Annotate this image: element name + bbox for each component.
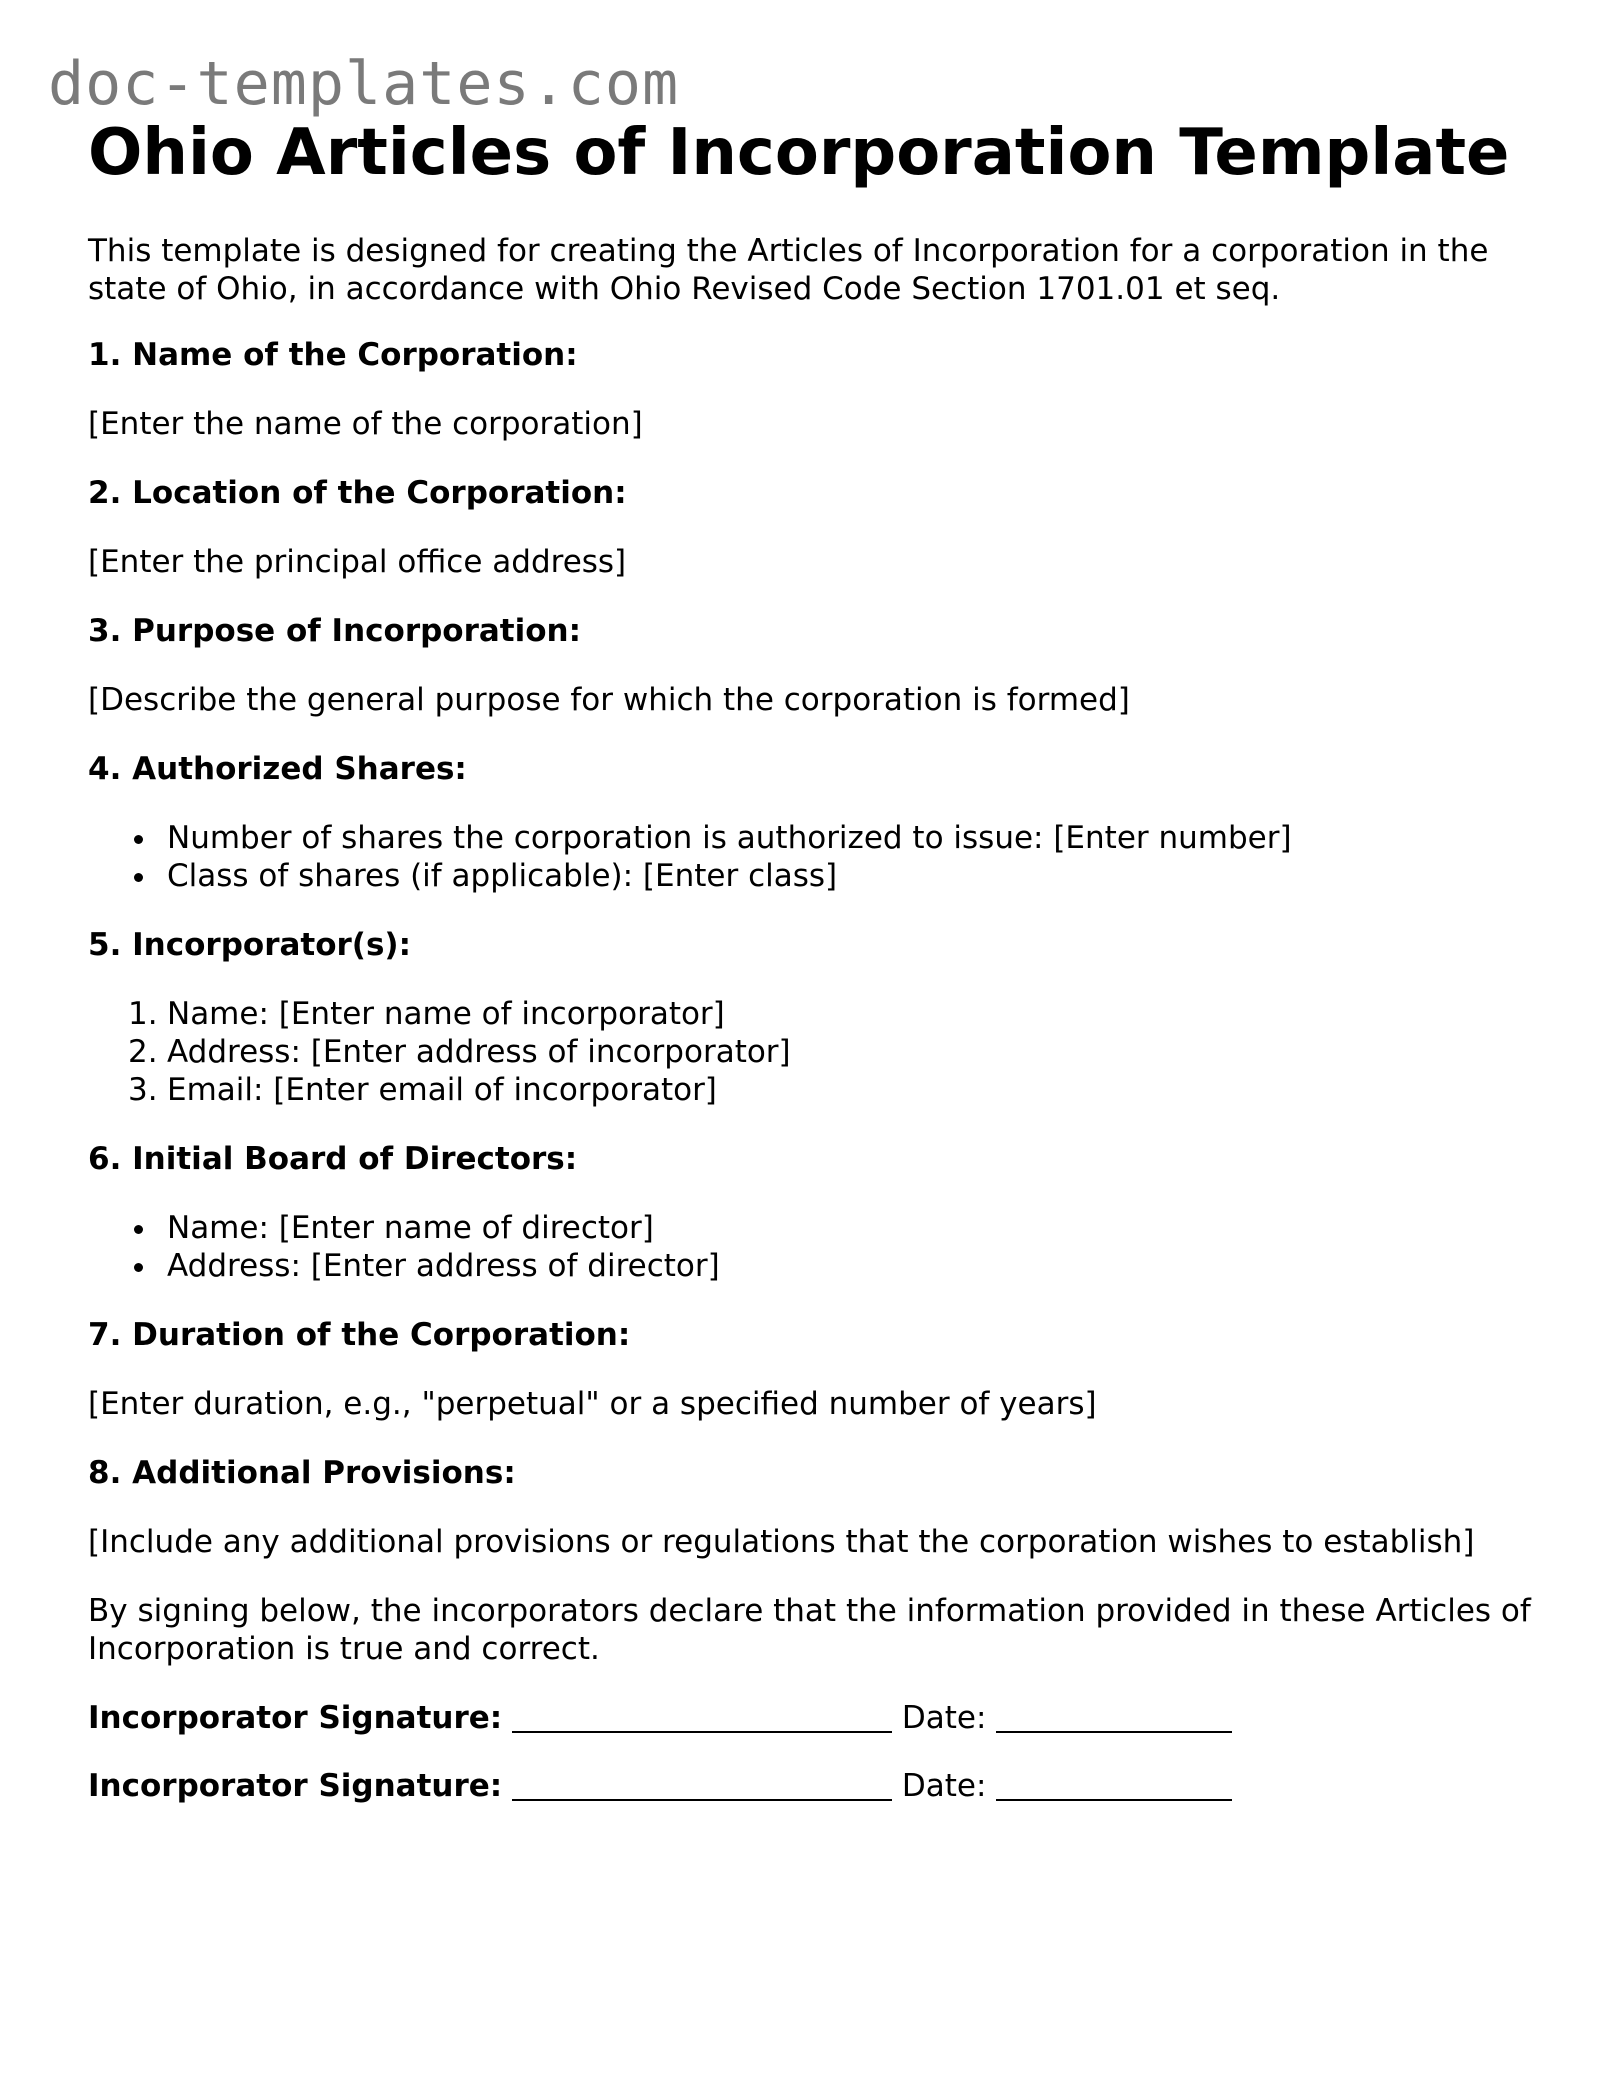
declaration-paragraph: By signing below, the incorporators declare that the information provided in these Articles of Incorporation is true and correct. bbox=[88, 1593, 1531, 1667]
section-1-heading: 1. Name of the Corporation: bbox=[88, 337, 578, 373]
list-item: Class of shares (if applicable): [Enter class] bbox=[88, 857, 1292, 895]
authorized-shares-list bbox=[88, 819, 1292, 895]
incorporators-list bbox=[88, 995, 791, 1109]
section-8-heading: 8. Additional Provisions: bbox=[88, 1455, 516, 1491]
section-3-text: [Describe the general purpose for which the corporation is formed] bbox=[88, 682, 1130, 718]
section-2-text: [Enter the principal office address] bbox=[88, 544, 627, 580]
section-1-text: [Enter the name of the corporation] bbox=[88, 406, 643, 442]
list-item: Name: [Enter name of director] bbox=[88, 1209, 720, 1247]
list-number: 2. bbox=[128, 1034, 158, 1070]
list-number: 3. bbox=[128, 1072, 158, 1108]
section-2-heading: 2. Location of the Corporation: bbox=[88, 475, 627, 511]
directors-list bbox=[88, 1209, 720, 1285]
list-item: Number of shares the corporation is authorized to issue: [Enter number] bbox=[88, 819, 1292, 857]
signature-label: Incorporator Signature: bbox=[88, 1768, 503, 1804]
intro-paragraph: This template is designed for creating the Articles of Incorporation for a corporation in the state of Ohio, in accordance with Ohio Revised Code Section 1701.01 et seq. bbox=[88, 233, 1489, 307]
list-item bbox=[88, 1033, 791, 1071]
list-item-text: Address: [Enter address of incorporator] bbox=[167, 1034, 791, 1070]
section-5-heading: 5. Incorporator(s): bbox=[88, 927, 411, 963]
list-item-text: Name: [Enter name of incorporator] bbox=[167, 996, 725, 1032]
section-6-heading: 6. Initial Board of Directors: bbox=[88, 1141, 578, 1177]
signature-label: Incorporator Signature: bbox=[88, 1700, 503, 1736]
signature-row bbox=[88, 1699, 1232, 1737]
section-8-text: [Include any additional provisions or regulations that the corporation wishes to establish] bbox=[88, 1524, 1475, 1560]
signature-line[interactable] bbox=[512, 1699, 892, 1733]
list-item: Address: [Enter address of director] bbox=[88, 1247, 720, 1285]
date-line[interactable] bbox=[996, 1699, 1232, 1733]
date-label: Date: bbox=[901, 1700, 987, 1736]
signature-row bbox=[88, 1767, 1232, 1805]
list-item-text: Email: [Enter email of incorporator] bbox=[167, 1072, 717, 1108]
section-3-heading: 3. Purpose of Incorporation: bbox=[88, 613, 582, 649]
list-number: 1. bbox=[128, 996, 158, 1032]
document-page bbox=[88, 110, 1531, 1804]
section-7-text: [Enter duration, e.g., "perpetual" or a specified number of years] bbox=[88, 1386, 1097, 1422]
section-4-heading: 4. Authorized Shares: bbox=[88, 751, 467, 787]
signature-line[interactable] bbox=[512, 1767, 892, 1801]
watermark: doc-templates.com bbox=[48, 49, 680, 119]
date-label: Date: bbox=[901, 1768, 987, 1804]
date-line[interactable] bbox=[996, 1767, 1232, 1801]
list-item bbox=[88, 995, 791, 1033]
page-title: Ohio Articles of Incorporation Template bbox=[88, 116, 1510, 190]
list-item bbox=[88, 1071, 791, 1109]
section-7-heading: 7. Duration of the Corporation: bbox=[88, 1317, 631, 1353]
